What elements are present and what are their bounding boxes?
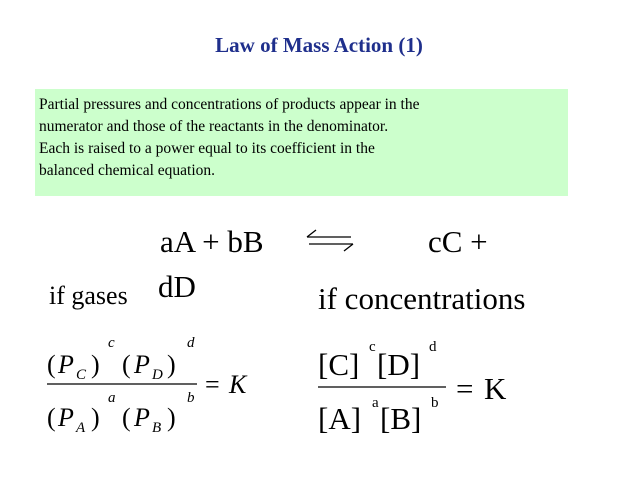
note-line: Partial pressures and concentrations of products appear in the (39, 96, 420, 113)
slide-title: Law of Mass Action (1) (215, 33, 423, 57)
equation-products: cC + (428, 224, 488, 259)
paren: ) (167, 350, 176, 379)
concentration-C: [C] (318, 347, 360, 382)
exponent-c: c (369, 339, 376, 355)
concentration-B: [B] (380, 401, 422, 436)
equilibrium-constant: K (229, 370, 247, 399)
note-line: balanced chemical equation. (39, 162, 216, 179)
exponent-b: b (187, 390, 195, 406)
concentration-expression (318, 323, 538, 443)
paren: ( (122, 350, 131, 379)
equilibrium-constant: K (484, 371, 507, 406)
note-line: Each is raised to a power equal to its coefficient in the (39, 140, 375, 157)
exponent-d: d (187, 335, 195, 351)
paren: ) (91, 350, 100, 379)
subscript-C: C (76, 367, 87, 383)
concentration-D: [D] (377, 347, 421, 382)
exponent-c: c (108, 335, 115, 351)
exponent-b: b (431, 395, 439, 411)
equation-reactants: aA + bB (160, 224, 264, 259)
pressure-symbol: P (134, 403, 150, 432)
paren: ) (91, 403, 100, 432)
gas-expression (45, 323, 275, 443)
note-text (39, 94, 563, 182)
paren: ( (122, 403, 131, 432)
pressure-symbol: P (58, 350, 74, 379)
equals-sign: = (205, 370, 220, 399)
exponent-d: d (429, 339, 437, 355)
paren: ) (167, 403, 176, 432)
concentration-A: [A] (318, 401, 362, 436)
paren: ( (47, 350, 56, 379)
equals-sign: = (456, 371, 474, 406)
note-line: numerator and those of the reactants in the denominator. (39, 118, 389, 135)
note-box (35, 89, 568, 196)
pressure-symbol: P (58, 403, 74, 432)
equation-products-wrap: dD (158, 269, 196, 304)
pressure-symbol: P (134, 350, 150, 379)
equilibrium-arrow-icon (305, 228, 355, 252)
subscript-B: B (152, 420, 162, 436)
label-if-gases: if gases (49, 281, 128, 310)
label-if-concentrations: if concentrations (318, 281, 526, 316)
subscript-D: D (152, 367, 163, 383)
exponent-a: a (372, 395, 379, 411)
paren: ( (47, 403, 56, 432)
exponent-a: a (108, 390, 116, 406)
subscript-A: A (76, 420, 86, 436)
